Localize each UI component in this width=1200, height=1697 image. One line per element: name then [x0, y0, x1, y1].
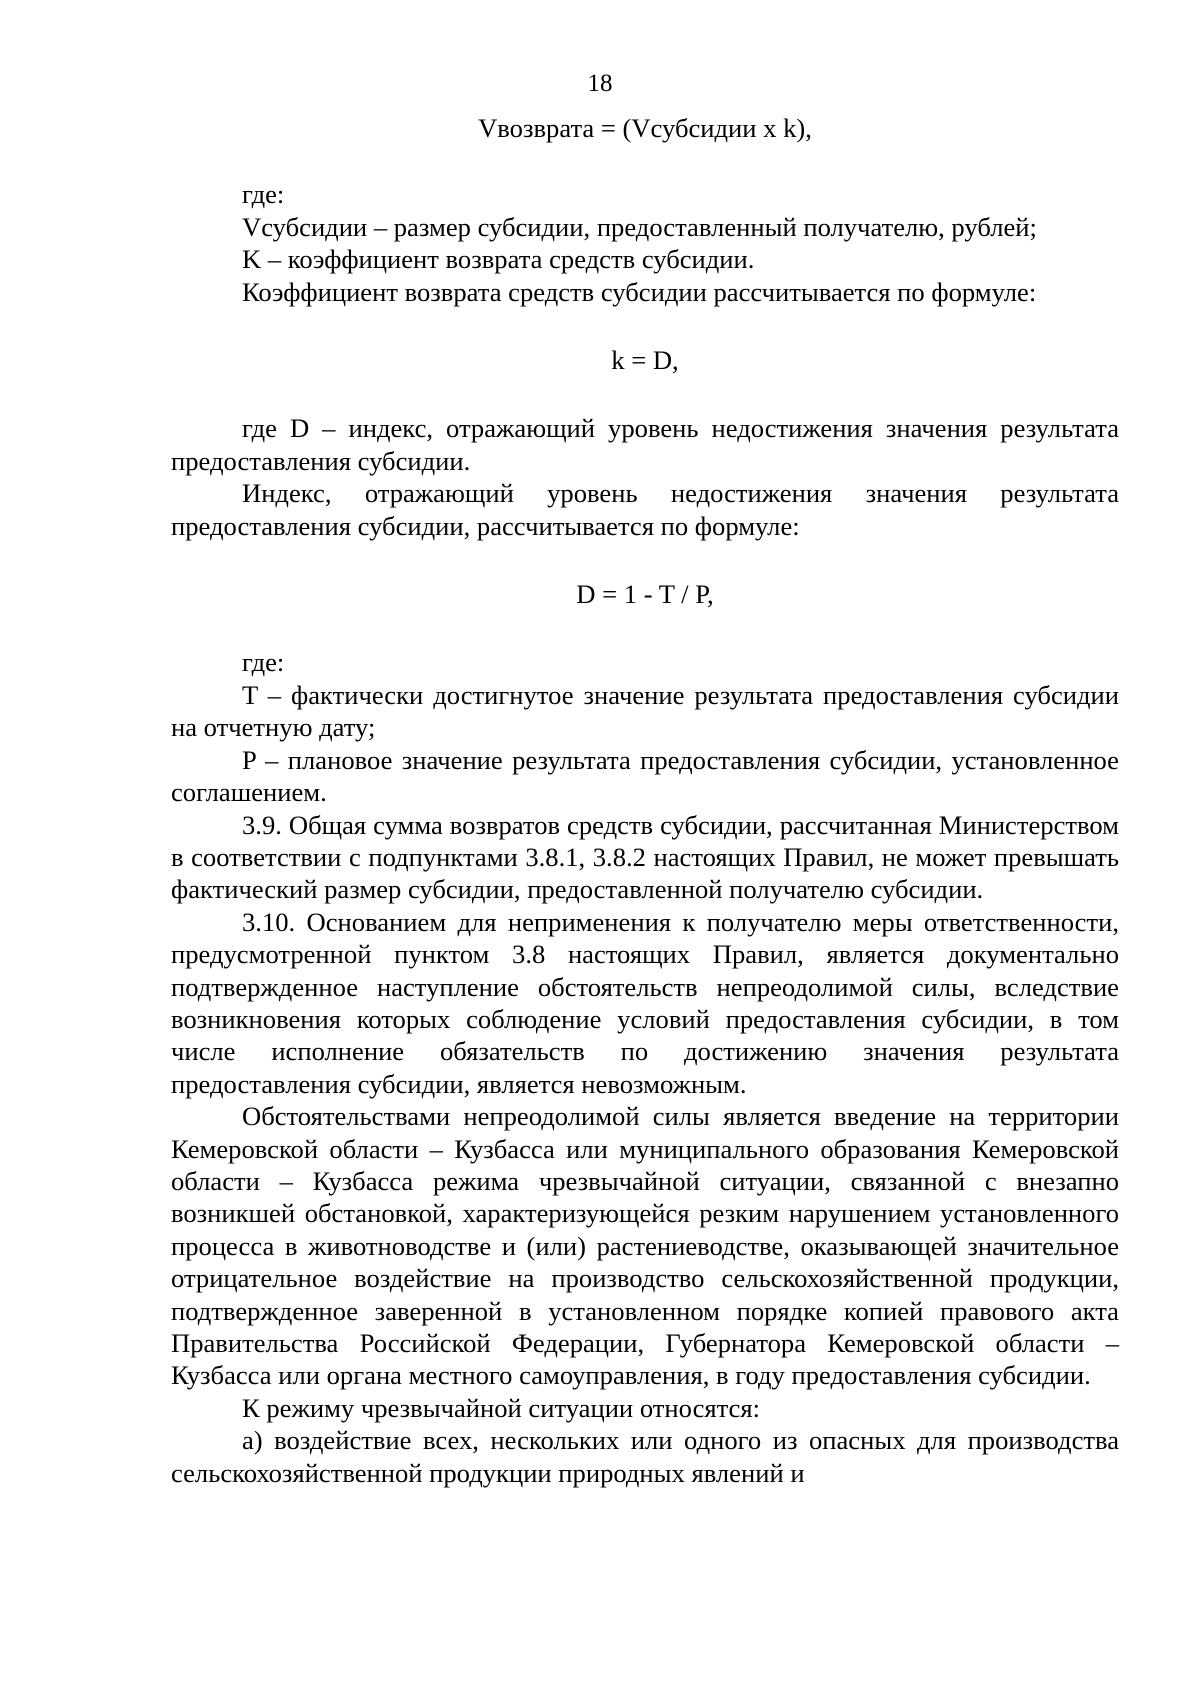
- paragraph-t-definition: T – фактически достигнутое значение результата предоставления субсидии на отчетную дату;: [171, 679, 1119, 743]
- paragraph-d-formula-intro: Индекс, отражающий уровень недостижения значения результата предоставления субсидии, рассчитывается по формуле:: [171, 478, 1119, 541]
- paragraph-3-10: 3.10. Основанием для неприменения к получателю меры ответственности, предусмотренной пунктом 3.8 настоящих Правил, является документально подтвержденное наступление обстоятельств непреодолимой силы, вследствие возникновения которых соблюдение условий предоставления субсидии, в том числе исполнение обязательств по достижению значения результата предоставления субсидии, является невозможным.: [171, 906, 1119, 1099]
- paragraph-where: где:: [242, 179, 285, 210]
- paragraph-k-definition: K – коэффициент возврата средств субсидии.: [242, 244, 755, 275]
- page-number: 18: [587, 70, 613, 97]
- formula-k: k = D,: [611, 345, 679, 376]
- paragraph-item-a: а) воздействие всех, нескольких или одного из опасных для производства сельскохозяйственной продукции природных явлений и: [171, 1425, 1119, 1488]
- formula-d: D = 1 - T / P,: [576, 579, 714, 610]
- paragraph-where-2: где:: [242, 647, 285, 678]
- paragraph-d-definition: где D – индекс, отражающий уровень недостижения значения результата предоставления субсидии.: [171, 413, 1119, 476]
- paragraph-emergency-intro: К режиму чрезвычайной ситуации относятся:: [242, 1392, 760, 1423]
- paragraph-3-9: 3.9. Общая сумма возвратов средств субсидии, рассчитанная Министерством в соответствии с подпунктами 3.8.1, 3.8.2 настоящих Правил, не может превышать фактический размер субсидии, предоставленной получателю субсидии.: [171, 809, 1119, 905]
- paragraph-v-subsidy-definition: Vсубсидии – размер субсидии, предоставленный получателю, рублей;: [242, 211, 1037, 242]
- paragraph-k-formula-intro: Коэффициент возврата средств субсидии рассчитывается по формуле:: [242, 276, 1037, 307]
- paragraph-p-definition: P – плановое значение результата предоставления субсидии, установленное соглашением.: [171, 744, 1119, 808]
- page-content: [171, 112, 1119, 1489]
- paragraph-force-majeure: Обстоятельствами непреодолимой силы является введение на территории Кемеровской области – Кузбасса или муниципального образования Кемеровской области – Кузбасса режима чрезвычайной ситуации, связанной с внезапно возникшей обстановкой, характеризующейся резким нарушением установленного процесса в животноводстве и (или) растениеводстве, оказывающей значительное отрицательное воздействие на производство сельскохозяйственной продукции, подтвержденное заверенной в установленном порядке копией правового акта Правительства Российской Федерации, Губернатора Кемеровской области – Кузбасса или органа местного самоуправления, в году предоставления субсидии.: [171, 1101, 1119, 1391]
- formula-refund-amount: Vвозврата = (Vсубсидии x k),: [478, 113, 812, 143]
